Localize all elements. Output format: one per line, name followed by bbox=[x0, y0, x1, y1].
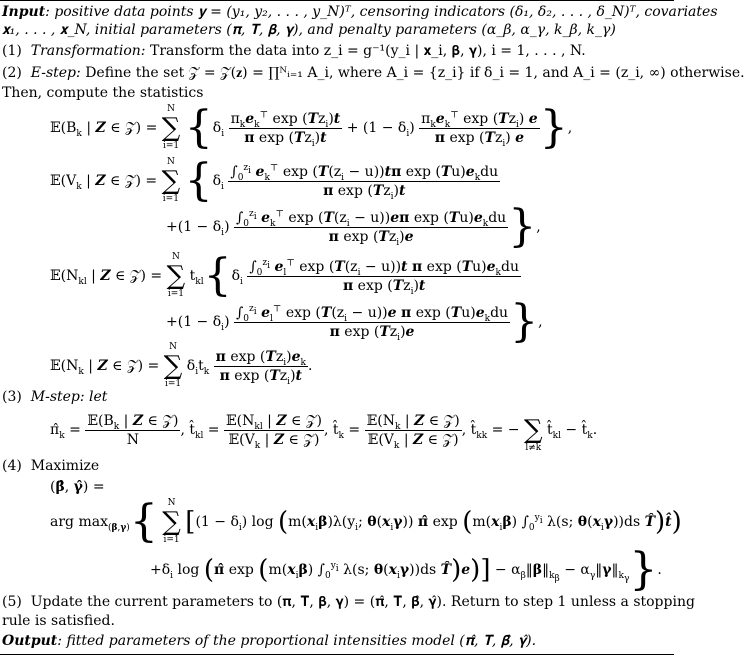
equation-expected-Nk: $𝔼(N_k$ | Z ∈ 𝒵) = N ∑ i=1 $\delta_it_k$ $\frac{\pi \exp (Tz_i)e_k}{\pi \exp (Tz_i)t}$ . bbox=[50, 342, 313, 389]
equation-expected-Nkl-cont: $+(1 - \delta_i)$ $\frac{\int_0^{z_i} e_l^⊤ \exp (T(z_i - u))e \pi \exp (Tu)e_kdu}{\pi \exp (Tz_i)e}$ }, bbox=[166, 296, 543, 347]
step-5-text-2: rule is satisfied. bbox=[2, 613, 115, 629]
output-label: Output bbox=[2, 633, 58, 649]
step-1-label: Transformation: bbox=[30, 43, 146, 59]
step-3-label: M-step: let bbox=[30, 389, 108, 405]
step-2-label: E-step: bbox=[30, 65, 81, 81]
output-line bbox=[2, 632, 536, 650]
step-4-number: (4) bbox=[2, 458, 22, 474]
equation-m-step: $\pî_k$ = $\frac{𝔼(B_k | Z \in 𝒵)}{N}$ , $t̂_{kl}$ = $\frac{𝔼(N_{kl} | Z \in 𝒵)}{𝔼(V_k | Z \in 𝒵)}$ , $t̂_k$ = $\frac{𝔼(N_k | Z \in 𝒵)}{𝔼(V_k | Z \in 𝒵)}$ , $t̂_{kk}$ = − ∑ l≠k $t̂_{kl}$ − $t̂_k$. bbox=[50, 412, 598, 453]
input-line-1 bbox=[2, 3, 718, 21]
input-text: : positive data points 𝐲 = (y₁, y₂, . . . , y_N)ᵀ, censoring indicators (δ₁, δ₂, . . . , δ_N)ᵀ, covariates bbox=[45, 4, 718, 20]
input-label: Input bbox=[2, 4, 46, 20]
step-3 bbox=[2, 388, 107, 406]
equation-expected-B: $𝔼(B_k$ | Z ∈ 𝒵) = N ∑ i=1 {$\delta_i$ $\frac{\pi_ke_k^⊤ \exp (Tz_i)t}{\pi \exp (Tz_i)t}$ + $(1 - \delta_i)$ $\frac{\pi_ke_k^⊤ \exp (Tz_i) e}{\pi \exp (Tz_i) e}$ }, bbox=[50, 102, 573, 153]
step-3-number: (3) bbox=[2, 389, 22, 405]
step-2-text-2: Then, compute the statistics bbox=[2, 85, 204, 101]
step-1-number: (1) bbox=[2, 43, 22, 59]
equation-argmax-cont: $+\delta_i$ log (π̂ $\exp (m(x_i\beta)$ $\int_0^{y_i}$ λ(s; $\theta(x_i\gamma))ds$ T̂)e)] − $\alpha_\beta‖\beta‖_{k_\beta}$ − $\alpha_\gamma‖\gamma‖_{k_\gamma}$}. bbox=[150, 544, 662, 595]
top-rule bbox=[0, 0, 674, 1]
step-1-text: Transform the data into z_i = g⁻¹(y_i | 𝐱_i, 𝛃, 𝛄), i = 1, . . . , N. bbox=[149, 43, 586, 59]
equation-expected-V-cont: $+(1 - \delta_i)$ $\frac{\int_0^{z_i} e_k^⊤ \exp (T(z_i - u))e\pi \exp (Tu)e_kdu}{\pi \exp (Tz_i)e}$ }, bbox=[166, 201, 541, 252]
output-text: : fitted parameters of the proportional intensities model (𝛑̂, 𝐓̂, 𝛃̂, 𝛄̂). bbox=[57, 633, 537, 649]
step-2 bbox=[2, 64, 745, 82]
step-5 bbox=[2, 593, 695, 611]
bottom-rule bbox=[0, 654, 674, 655]
equation-argmax: arg $\max_{(\beta,\gamma)}${ N ∑ i=1 [$(1 - \delta_i)$ $\log (m(x_i\beta)\lambda(y_i$; $\theta(x_i\gamma)$) π̂ $\exp (m(x_i\beta)$ $\int_0^{y_i}$ λ(s; $\theta(x_i\gamma))ds$ T̂)t̂) bbox=[50, 496, 682, 547]
step-4 bbox=[2, 457, 99, 475]
step-5-text: Update the current parameters to (𝛑, 𝐓, 𝛃, 𝛄) = (𝛑̂, 𝐓̂, 𝛃̂, 𝛄̂). Return to step 1 unless a stopping bbox=[30, 594, 695, 610]
step-5-number: (5) bbox=[2, 594, 22, 610]
equation-expected-V: $𝔼(V_k$ | Z ∈ 𝒵) = N ∑ i=1 {$\delta_i$ $\frac{\int_0^{z_i} e_k^⊤ \exp (T(z_i - u))t\pi \exp (Tu)e_kdu}{\pi \exp (Tz_i)t}$ bbox=[50, 155, 499, 206]
equation-expected-Nkl: $𝔼(N_{kl}$ | Z ∈ 𝒵) = N ∑ i=1 $t_{kl}\{\delta_i$ $\frac{\int_0^{z_i} e_l^⊤ \exp (T(z_i - u))t \pi \exp (Tu)e_kdu}{\pi \exp (Tz_i)t}$ bbox=[50, 250, 519, 301]
step-1 bbox=[2, 42, 586, 60]
input-line-2: 𝐱₁, . . . , 𝐱_N, initial parameters (𝛑, 𝐓, 𝛃, 𝛄), and penalty parameters (α_β, α_γ, k_β, k_γ) bbox=[2, 22, 616, 38]
step-2-text: Define the set 𝒵 = 𝒵(𝐳) = ∏ᴺᵢ₌₁ A_i, where A_i = {z_i} if δ_i = 1, and A_i = (z_i, ∞) otherwise. bbox=[85, 65, 745, 81]
step-2-number: (2) bbox=[2, 65, 22, 81]
equation-argmax-lhs: (β̂, γ̂) = bbox=[50, 479, 105, 495]
step-4-text: Maximize bbox=[30, 458, 100, 474]
